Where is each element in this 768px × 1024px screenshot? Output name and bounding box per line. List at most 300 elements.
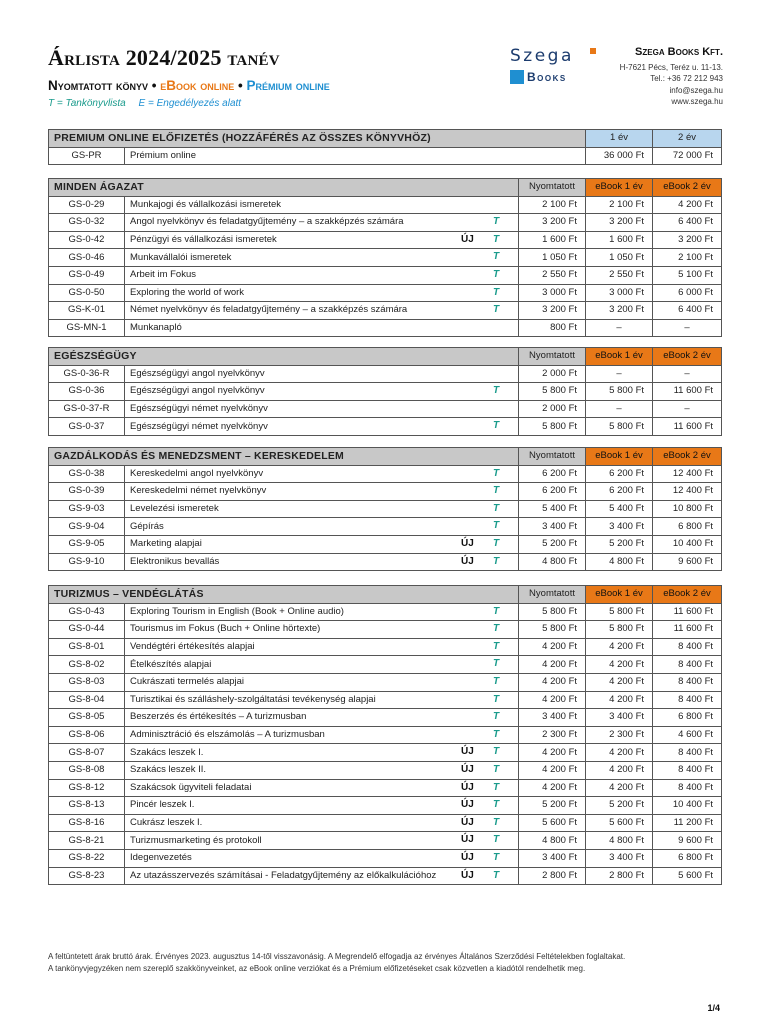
company-name: Szega Books Kft. — [635, 46, 723, 58]
product-title-cell — [125, 518, 519, 536]
textbook-list-mark: T — [493, 485, 500, 497]
price-print: 2 550 Ft — [519, 266, 586, 284]
product-title-cell — [125, 214, 519, 232]
product-title: Gépírás — [130, 520, 164, 532]
page-header — [48, 40, 723, 120]
price-print: 3 200 Ft — [519, 302, 586, 320]
subtitle-ebook: eBook online — [160, 78, 235, 93]
price-ebook-1yr: 5 800 Ft — [586, 621, 653, 639]
price-ebook-2yr: 8 400 Ft — [653, 656, 722, 674]
price-ebook-2yr: 10 800 Ft — [653, 500, 722, 518]
table-row — [49, 638, 722, 656]
product-code: GS-8-01 — [49, 638, 125, 656]
subtitle-print: Nyomtatott könyv — [48, 78, 148, 93]
product-title: Az utazásszervezés számításai - Feladatgyűjtemény az előkalkulációhoz — [130, 869, 437, 881]
price-ebook-1yr: 3 400 Ft — [586, 709, 653, 727]
price-ebook-1yr: 5 200 Ft — [586, 797, 653, 815]
table-row — [49, 797, 722, 815]
table-row — [49, 302, 722, 320]
price-print: 5 800 Ft — [519, 383, 586, 401]
product-title-cell — [125, 709, 519, 727]
product-title-cell — [125, 867, 519, 885]
price-ebook-1yr: 5 400 Ft — [586, 500, 653, 518]
product-code: GS-8-04 — [49, 691, 125, 709]
price-ebook-2yr: 4 200 Ft — [653, 196, 722, 214]
company-address: H-7621 Pécs, Teréz u. 11-13. — [619, 62, 723, 72]
product-title: Szakácsok ügyviteli feladatai — [130, 781, 252, 793]
product-title-cell — [125, 231, 519, 249]
product-code: GS-0-49 — [49, 266, 125, 284]
price-ebook-1yr: – — [586, 400, 653, 418]
price-print: 2 300 Ft — [519, 726, 586, 744]
col-header-ebook-2yr: eBook 2 év — [653, 586, 722, 604]
product-title-cell — [125, 553, 519, 571]
section-table-egeszsegugy — [48, 347, 722, 436]
product-title-cell — [125, 465, 519, 483]
table-row — [49, 483, 722, 501]
product-title: Ételkészítés alapjai — [130, 658, 212, 670]
price-ebook-1yr: 6 200 Ft — [586, 465, 653, 483]
product-title: Turisztikai és szálláshely-szolgáltatási tevékenység alapjai — [130, 693, 376, 705]
price-print: 1 050 Ft — [519, 249, 586, 267]
price-print: 5 200 Ft — [519, 535, 586, 553]
price-ebook-2yr: 11 200 Ft — [653, 814, 722, 832]
product-title-cell — [125, 726, 519, 744]
price-ebook-1yr: 1 600 Ft — [586, 231, 653, 249]
product-code: GS-9-10 — [49, 553, 125, 571]
price-ebook-1yr: 2 300 Ft — [586, 726, 653, 744]
product-title-cell — [125, 814, 519, 832]
product-title: Pénzügyi és vállalkozási ismeretek — [130, 234, 277, 246]
product-title-cell — [125, 302, 519, 320]
table-row — [49, 709, 722, 727]
section-header-row — [49, 586, 722, 604]
textbook-list-mark: T — [493, 304, 500, 316]
price-print: 5 800 Ft — [519, 621, 586, 639]
product-title-cell — [125, 638, 519, 656]
price-ebook-1yr: – — [586, 319, 653, 337]
price-ebook-1yr: 3 400 Ft — [586, 849, 653, 867]
price-ebook-1yr: 3 400 Ft — [586, 518, 653, 536]
price-ebook-1yr: 5 600 Ft — [586, 814, 653, 832]
price-ebook-2yr: 2 100 Ft — [653, 249, 722, 267]
col-header-ebook-2yr: eBook 2 év — [653, 448, 722, 466]
textbook-list-mark: T — [493, 520, 500, 532]
col-header-ebook-1yr: eBook 1 év — [586, 179, 653, 197]
new-badge: ÚJ — [461, 781, 474, 793]
new-badge: ÚJ — [461, 555, 474, 567]
product-title-cell — [125, 603, 519, 621]
table-row — [49, 400, 722, 418]
product-title-cell — [125, 779, 519, 797]
table-row — [49, 365, 722, 383]
product-code: GS-8-07 — [49, 744, 125, 762]
price-ebook-1yr: 2 800 Ft — [586, 867, 653, 885]
price-print: 4 200 Ft — [519, 638, 586, 656]
product-title: Kereskedelmi német nyelvkönyv — [130, 485, 267, 497]
price-ebook-2yr: 3 200 Ft — [653, 231, 722, 249]
price-ebook-1yr: 4 800 Ft — [586, 832, 653, 850]
textbook-list-mark: T — [493, 467, 500, 479]
price-print: 5 400 Ft — [519, 500, 586, 518]
product-title-cell — [125, 691, 519, 709]
product-title: Cukrász leszek I. — [130, 817, 203, 829]
textbook-list-mark: T — [493, 286, 500, 298]
product-title: Kereskedelmi angol nyelvkönyv — [130, 467, 264, 479]
footer-line-1: A feltüntetett árak bruttó árak. Érvényes 2023. augusztus 14-től visszavonásig. A Megrendelő elfogadja az érvényes Általános Szerződési Feltételekben foglaltakat. — [48, 952, 626, 961]
product-title: Egészségügyi német nyelvkönyv — [130, 420, 268, 432]
product-code: GS-8-03 — [49, 673, 125, 691]
table-row — [49, 553, 722, 571]
product-title: Exploring the world of work — [130, 286, 245, 298]
price-print: 4 200 Ft — [519, 761, 586, 779]
price-print: 4 200 Ft — [519, 779, 586, 797]
price-2yr: 72 000 Ft — [653, 147, 722, 165]
price-ebook-2yr: 6 800 Ft — [653, 518, 722, 536]
table-row — [49, 500, 722, 518]
product-code: GS-0-46 — [49, 249, 125, 267]
price-ebook-2yr: 11 600 Ft — [653, 603, 722, 621]
product-title: Cukrászati termelés alapjai — [130, 676, 245, 688]
premium-header-row — [49, 130, 722, 148]
legend — [48, 98, 251, 109]
product-code: GS-9-04 — [49, 518, 125, 536]
product-code: GS-0-29 — [49, 196, 125, 214]
logo-text-top: Szega — [510, 46, 574, 66]
product-title: Német nyelvkönyv és feladatgyűjtemény – a szakképzés számára — [130, 304, 408, 316]
col-header-ebook-1yr: eBook 1 év — [586, 348, 653, 366]
company-email[interactable]: info@szega.hu — [669, 85, 723, 95]
price-ebook-1yr: 4 200 Ft — [586, 761, 653, 779]
product-title-cell — [125, 284, 519, 302]
price-ebook-1yr: 5 200 Ft — [586, 535, 653, 553]
section-header-row — [49, 448, 722, 466]
company-website[interactable]: www.szega.hu — [671, 97, 723, 106]
product-code: GS-8-23 — [49, 867, 125, 885]
textbook-list-mark: T — [493, 763, 500, 775]
legend-e: E = Engedélyezés alatt — [138, 98, 242, 109]
product-code: GS-0-50 — [49, 284, 125, 302]
product-code: GS-8-13 — [49, 797, 125, 815]
price-ebook-1yr: 3 200 Ft — [586, 302, 653, 320]
section-header-row — [49, 348, 722, 366]
price-ebook-2yr: 12 400 Ft — [653, 465, 722, 483]
textbook-list-mark: T — [493, 675, 500, 687]
price-ebook-2yr: 8 400 Ft — [653, 744, 722, 762]
price-ebook-2yr: 8 400 Ft — [653, 673, 722, 691]
price-ebook-2yr: 5 600 Ft — [653, 867, 722, 885]
table-row — [49, 867, 722, 885]
price-print: 4 200 Ft — [519, 744, 586, 762]
textbook-list-mark: T — [493, 555, 500, 567]
product-title: Adminisztráció és elszámolás – A turizmusban — [130, 729, 325, 741]
section-title: EGÉSZSÉGÜGY — [49, 348, 519, 366]
textbook-list-mark: T — [493, 711, 500, 723]
price-print: 6 200 Ft — [519, 483, 586, 501]
table-row — [49, 214, 722, 232]
section-table-gazdalkodas — [48, 447, 722, 571]
premium-section-header: PREMIUM ONLINE ELŐFIZETÉS (HOZZÁFÉRÉS AZ ÖSSZES KÖNYVHÖZ) — [49, 130, 586, 148]
product-title: Munkavállalói ismeretek — [130, 251, 232, 263]
product-title: Elektronikus bevallás — [130, 555, 220, 567]
company-logo — [510, 46, 590, 90]
price-ebook-1yr: 5 800 Ft — [586, 603, 653, 621]
price-ebook-2yr: – — [653, 400, 722, 418]
textbook-list-mark: T — [493, 640, 500, 652]
price-ebook-2yr: – — [653, 365, 722, 383]
table-row — [49, 383, 722, 401]
textbook-list-mark: T — [493, 781, 500, 793]
new-badge: ÚJ — [461, 816, 474, 828]
price-ebook-2yr: 9 600 Ft — [653, 553, 722, 571]
product-title: Beszerzés és értékesítés – A turizmusban — [130, 711, 307, 723]
price-ebook-2yr: 6 800 Ft — [653, 849, 722, 867]
col-header-print: Nyomtatott — [519, 348, 586, 366]
product-title-cell — [125, 832, 519, 850]
price-ebook-1yr: 3 200 Ft — [586, 214, 653, 232]
subtitle-separator: • — [148, 78, 161, 93]
price-ebook-2yr: 6 000 Ft — [653, 284, 722, 302]
price-print: 5 600 Ft — [519, 814, 586, 832]
table-row — [49, 196, 722, 214]
price-print: 3 000 Ft — [519, 284, 586, 302]
product-code: GS-8-16 — [49, 814, 125, 832]
price-ebook-1yr: 4 800 Ft — [586, 553, 653, 571]
footer-notes — [48, 951, 728, 975]
textbook-list-mark: T — [493, 233, 500, 245]
product-title-cell — [125, 365, 519, 383]
textbook-list-mark: T — [493, 693, 500, 705]
product-title-cell — [125, 249, 519, 267]
table-row — [49, 814, 722, 832]
product-code: GS-K-01 — [49, 302, 125, 320]
price-1yr: 36 000 Ft — [586, 147, 653, 165]
page-subtitle — [48, 78, 330, 93]
section-title: TURIZMUS – VENDÉGLÁTÁS — [49, 586, 519, 604]
price-ebook-2yr: 11 600 Ft — [653, 621, 722, 639]
price-ebook-1yr: 2 100 Ft — [586, 196, 653, 214]
product-title-cell — [125, 196, 519, 214]
product-title-cell — [125, 266, 519, 284]
price-ebook-2yr: 6 400 Ft — [653, 214, 722, 232]
col-header-ebook-1yr: eBook 1 év — [586, 586, 653, 604]
price-ebook-2yr: 8 400 Ft — [653, 761, 722, 779]
product-title-cell — [125, 761, 519, 779]
product-title-cell — [125, 418, 519, 436]
product-code: GS-0-42 — [49, 231, 125, 249]
product-code: GS-PR — [49, 147, 125, 165]
product-code: GS-0-43 — [49, 603, 125, 621]
price-ebook-1yr: 4 200 Ft — [586, 691, 653, 709]
product-title: Angol nyelvkönyv és feladatgyűjtemény – a szakképzés számára — [130, 216, 404, 228]
product-title: Egészségügyi angol nyelvkönyv — [130, 385, 265, 397]
product-title-cell — [125, 383, 519, 401]
subtitle-separator: • — [234, 78, 247, 93]
product-code: GS-0-37 — [49, 418, 125, 436]
table-row — [49, 744, 722, 762]
product-title-cell — [125, 400, 519, 418]
price-print: 5 800 Ft — [519, 603, 586, 621]
textbook-list-mark: T — [493, 385, 500, 397]
section-title: MINDEN ÁGAZAT — [49, 179, 519, 197]
price-print: 1 600 Ft — [519, 231, 586, 249]
price-ebook-2yr: 8 400 Ft — [653, 638, 722, 656]
price-print: 2 100 Ft — [519, 196, 586, 214]
price-ebook-1yr: 4 200 Ft — [586, 779, 653, 797]
premium-col-2yr: 2 év — [653, 130, 722, 148]
new-badge: ÚJ — [461, 799, 474, 811]
table-row — [49, 147, 722, 165]
textbook-list-mark: T — [493, 799, 500, 811]
price-ebook-2yr: 9 600 Ft — [653, 832, 722, 850]
price-ebook-2yr: 6 800 Ft — [653, 709, 722, 727]
col-header-print: Nyomtatott — [519, 586, 586, 604]
textbook-list-mark: T — [493, 537, 500, 549]
company-info — [620, 47, 723, 108]
product-code: GS-8-06 — [49, 726, 125, 744]
price-print: 5 200 Ft — [519, 797, 586, 815]
price-print: 3 400 Ft — [519, 518, 586, 536]
product-title-cell — [125, 500, 519, 518]
price-print: 4 800 Ft — [519, 832, 586, 850]
product-title: Exploring Tourism in English (Book + Online audio) — [130, 605, 344, 617]
product-title-cell — [125, 656, 519, 674]
table-row — [49, 284, 722, 302]
textbook-list-mark: T — [493, 728, 500, 740]
textbook-list-mark: T — [493, 251, 500, 263]
premium-col-1yr: 1 év — [586, 130, 653, 148]
new-badge: ÚJ — [461, 834, 474, 846]
table-row — [49, 418, 722, 436]
legend-t: T = Tankönyvlista — [48, 98, 126, 109]
product-code: GS-0-36-R — [49, 365, 125, 383]
product-title: Idegenvezetés — [130, 852, 192, 864]
product-title: Tourismus im Fokus (Buch + Online hörtexte) — [130, 623, 321, 635]
new-badge: ÚJ — [461, 763, 474, 775]
product-title: Munkanapló — [130, 322, 182, 334]
page-number: 1/4 — [707, 1003, 720, 1013]
product-title: Egészségügyi angol nyelvkönyv — [130, 367, 265, 379]
table-row — [49, 691, 722, 709]
price-print: 4 200 Ft — [519, 673, 586, 691]
price-ebook-2yr: 8 400 Ft — [653, 691, 722, 709]
product-code: GS-MN-1 — [49, 319, 125, 337]
textbook-list-mark: T — [493, 869, 500, 881]
product-title-cell — [125, 797, 519, 815]
textbook-list-mark: T — [493, 268, 500, 280]
textbook-list-mark: T — [493, 851, 500, 863]
table-row — [49, 832, 722, 850]
product-title-cell — [125, 744, 519, 762]
table-row — [49, 518, 722, 536]
col-header-ebook-1yr: eBook 1 év — [586, 448, 653, 466]
price-print: 3 400 Ft — [519, 849, 586, 867]
textbook-list-mark: T — [493, 216, 500, 228]
table-row — [49, 603, 722, 621]
product-title: Szakács leszek II. — [130, 764, 207, 776]
new-badge: ÚJ — [461, 869, 474, 881]
table-row — [49, 465, 722, 483]
price-ebook-1yr: 4 200 Ft — [586, 673, 653, 691]
table-row — [49, 535, 722, 553]
price-print: 4 800 Ft — [519, 553, 586, 571]
price-ebook-1yr: – — [586, 365, 653, 383]
product-title: Egészségügyi német nyelvkönyv — [130, 403, 268, 415]
product-title: Prémium online — [125, 147, 586, 165]
col-header-ebook-2yr: eBook 2 év — [653, 179, 722, 197]
product-title: Turizmusmarketing és protokoll — [130, 834, 262, 846]
product-code: GS-0-36 — [49, 383, 125, 401]
new-badge: ÚJ — [461, 233, 474, 245]
table-row — [49, 779, 722, 797]
product-title: Pincér leszek I. — [130, 799, 195, 811]
price-print: 4 200 Ft — [519, 691, 586, 709]
price-ebook-1yr: 3 000 Ft — [586, 284, 653, 302]
price-ebook-1yr: 5 800 Ft — [586, 383, 653, 401]
table-row — [49, 673, 722, 691]
price-print: 4 200 Ft — [519, 656, 586, 674]
logo-accent-mark — [590, 48, 596, 54]
price-ebook-1yr: 6 200 Ft — [586, 483, 653, 501]
price-ebook-1yr: 1 050 Ft — [586, 249, 653, 267]
price-ebook-2yr: 6 400 Ft — [653, 302, 722, 320]
price-ebook-1yr: 4 200 Ft — [586, 638, 653, 656]
new-badge: ÚJ — [461, 537, 474, 549]
price-ebook-2yr: 12 400 Ft — [653, 483, 722, 501]
product-title: Arbeit im Fokus — [130, 269, 196, 281]
price-ebook-1yr: 5 800 Ft — [586, 418, 653, 436]
section-header-row — [49, 179, 722, 197]
price-print: 2 000 Ft — [519, 365, 586, 383]
new-badge: ÚJ — [461, 851, 474, 863]
price-print: 800 Ft — [519, 319, 586, 337]
product-title: Munkajogi és vállalkozási ismeretek — [130, 198, 282, 210]
price-ebook-2yr: 5 100 Ft — [653, 266, 722, 284]
product-title: Levelezési ismeretek — [130, 503, 219, 515]
textbook-list-mark: T — [493, 658, 500, 670]
product-title-cell — [125, 673, 519, 691]
textbook-list-mark: T — [493, 623, 500, 635]
price-print: 5 800 Ft — [519, 418, 586, 436]
product-title: Vendégtéri értékesítés alapjai — [130, 641, 255, 653]
table-row — [49, 231, 722, 249]
textbook-list-mark: T — [493, 746, 500, 758]
product-title-cell — [125, 319, 519, 337]
footer-line-2: A tankönyvjegyzéken nem szereplő szakkönyveinket, az eBook online verziókat és a Prémium előfizetéseket csak közvetlen a kiadótól rendelhetik meg. — [48, 964, 586, 973]
textbook-list-mark: T — [493, 816, 500, 828]
product-title-cell — [125, 621, 519, 639]
table-row — [49, 266, 722, 284]
price-print: 3 200 Ft — [519, 214, 586, 232]
price-ebook-2yr: 10 400 Ft — [653, 535, 722, 553]
product-code: GS-0-32 — [49, 214, 125, 232]
product-code: GS-8-22 — [49, 849, 125, 867]
price-print: 2 800 Ft — [519, 867, 586, 885]
product-code: GS-0-39 — [49, 483, 125, 501]
logo-text-bottom: Books — [527, 70, 567, 84]
table-row — [49, 249, 722, 267]
table-row — [49, 319, 722, 337]
price-ebook-1yr: 2 550 Ft — [586, 266, 653, 284]
product-code: GS-8-08 — [49, 761, 125, 779]
product-code: GS-8-12 — [49, 779, 125, 797]
textbook-list-mark: T — [493, 605, 500, 617]
price-print: 6 200 Ft — [519, 465, 586, 483]
product-code: GS-9-03 — [49, 500, 125, 518]
col-header-print: Nyomtatott — [519, 448, 586, 466]
product-code: GS-0-38 — [49, 465, 125, 483]
table-row — [49, 621, 722, 639]
